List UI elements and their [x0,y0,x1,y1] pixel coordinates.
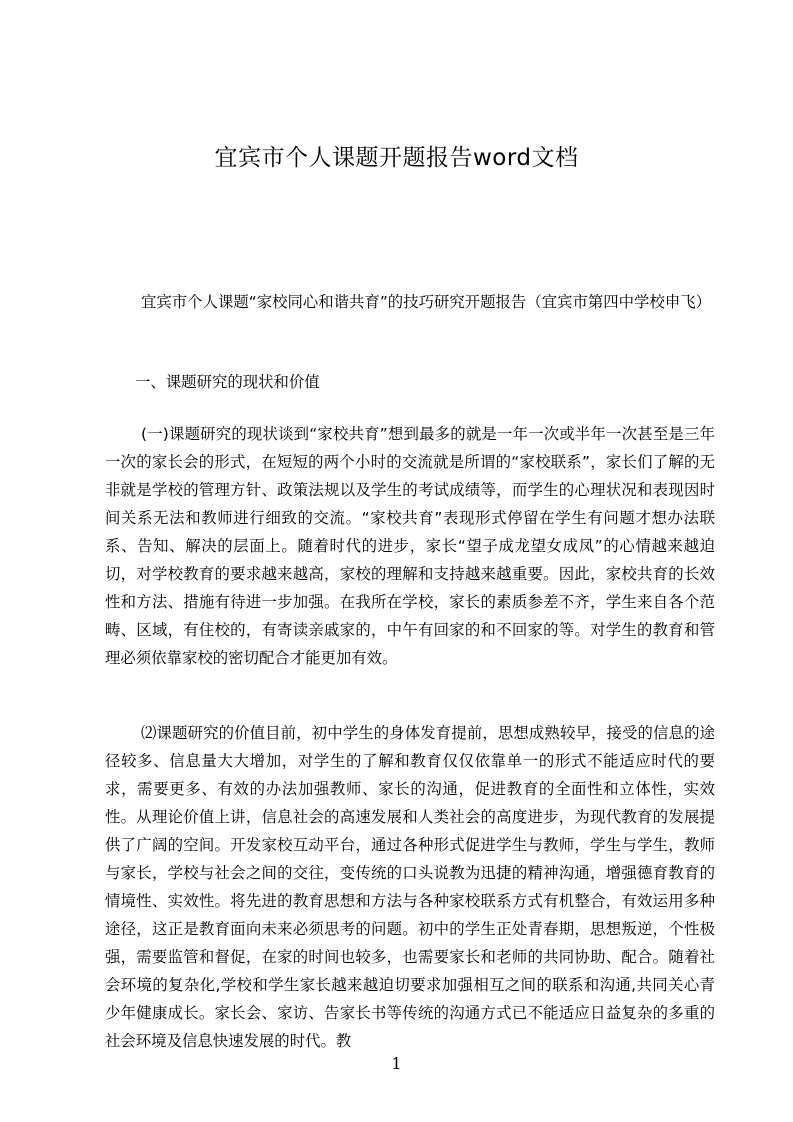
paragraph-status [105,420,715,672]
page-number: 1 [391,1054,402,1073]
paragraph-status-text: (一)课题研究的现状谈到“家校共育”想到最多的就是一年一次或半年一次甚至是三年一次的家长会的形式，在短短的两个小时的交流就是所谓的“家校联系”，家长们了解的无非就是学校的管理方针、政策法规以及学生的考试成绩等，而学生的心理状况和表现因时间关系无法和教师进行细致的交流。“家校共育”表现形式停留在学生有问题才想办法联系、告知、解决的层面上。随着时代的进步，家长“望子成龙望女成凤”的心情越来越迫切，对学校教育的要求越来越高，家校的理解和支持越来越重要。因此，家校共育的长效性和方法、措施有待进一步加强。在我所在学校，家长的素质参差不齐，学生来自各个范畴、区域，有住校的，有寄读亲戚家的，中午有回家的和不回家的等。对学生的教育和管理必须依靠家校的密切配合才能更加有效。 [105,425,715,667]
document-title: 宜宾市个人课题开题报告word文档 [214,145,579,171]
intro-text: 宜宾市个人课题“家校同心和谐共育”的技巧研究开题报告（宜宾市第四中学校申飞） [141,293,712,311]
paragraph-value-text: ⑵课题研究的价值目前，初中学生的身体发育提前，思想成熟较早，接受的信息的途径较多、信息量大大增加，对学生的了解和教育仅仅依靠单一的形式不能适应时代的要求，需要更多、有效的办法加强教师、家长的沟通，促进教育的全面性和立体性，实效性。从理论价值上讲，信息社会的高速发展和人类社会的高度进步，为现代教育的发展提供了广阔的空间。开发家校互动平台，通过各种形式促进学生与教师，学生与学生，教师与家长，学校与社会之间的交往，变传统的口头说教为迅捷的精神沟通，增强德育教育的情境性、实效性。将先进的教育思想和方法与各种家校联系方式有机整合，有效运用多种途径，这正是教育面向未来必须思考的问题。初中的学生正处青春期，思想叛逆，个性极强，需要监管和督促，在家的时间也较多，也需要家长和老师的共同协助、配合。随着社会环境的复杂化,学校和学生家长越来越迫切要求加强相互之间的联系和沟通,共同关心青少年健康成长。家长会、家访、告家长书等传统的沟通方式已不能适应日益复杂的多重的社会环境及信息快速发展的时代。教 [105,724,715,1050]
intro-paragraph [105,288,715,316]
section-heading [105,368,715,396]
section-heading-text: 一、课题研究的现状和价值 [135,373,320,391]
paragraph-value [105,719,715,1055]
